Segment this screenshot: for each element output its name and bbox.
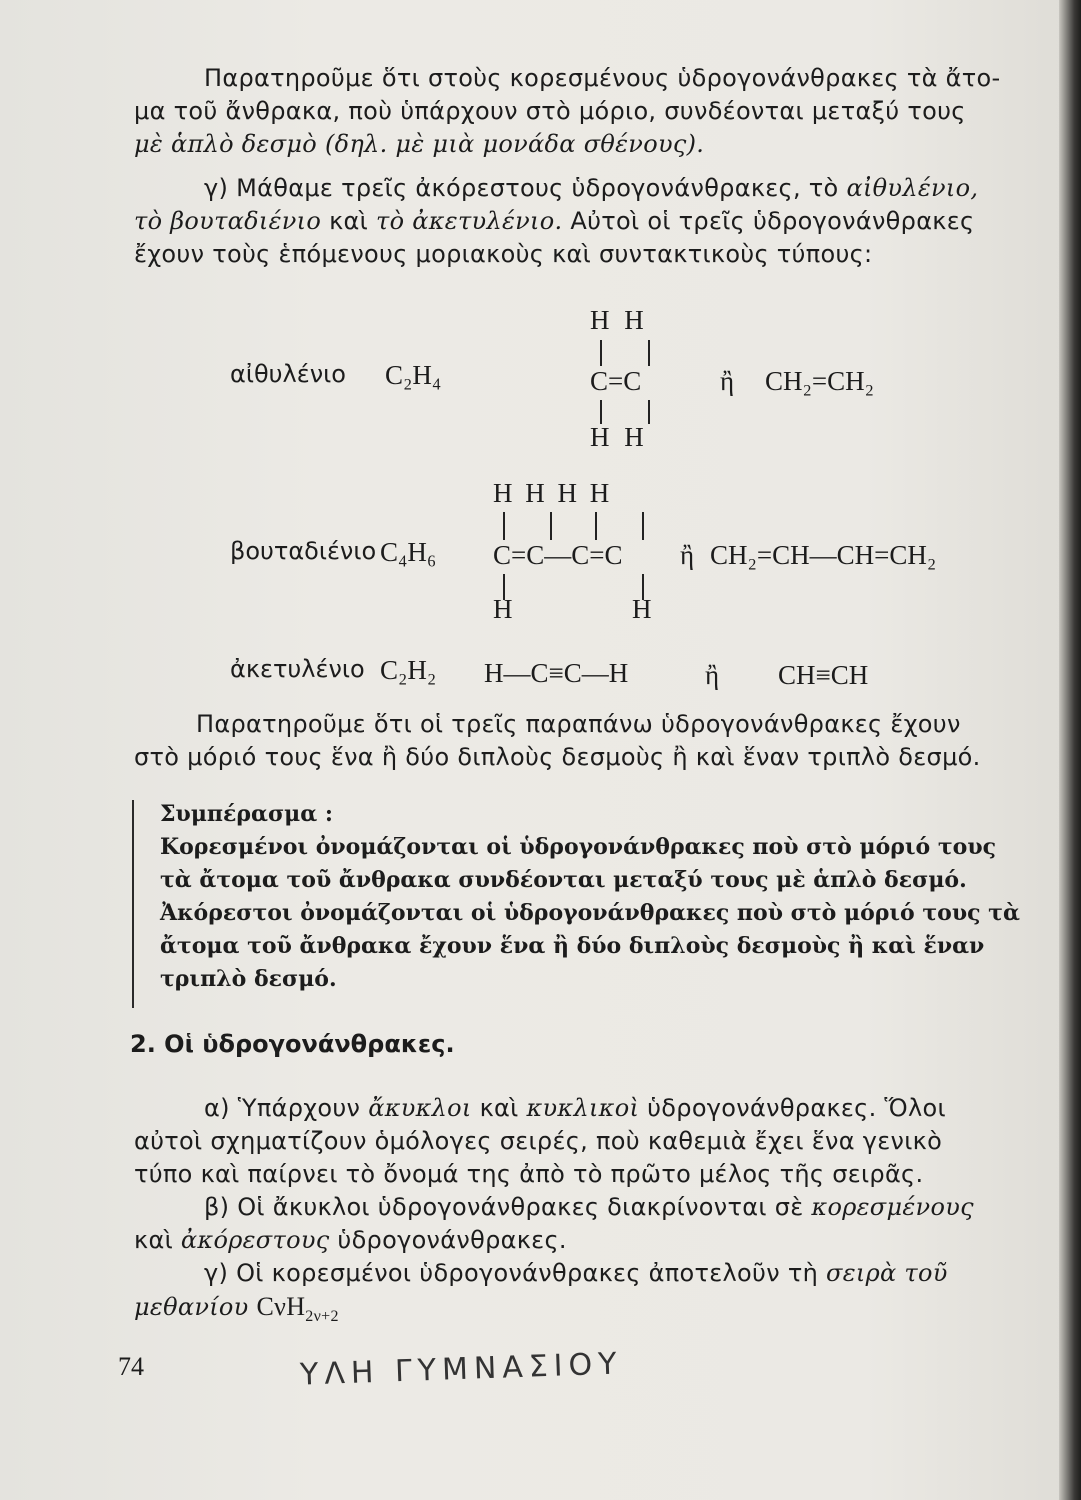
paragraph-observation [134,708,989,774]
text-span: καὶ [321,207,376,235]
bond-line [503,512,505,540]
handwritten-note: ΥΛΗ ΓΥΜΝΑΣΙΟΥ [299,1346,624,1393]
conclusion-title: Συμπέρασμα : [160,801,333,827]
conclusion-line: τριπλὸ δεσμό. [160,966,337,992]
bond-line [648,400,650,424]
text-span: καὶ [471,1094,527,1122]
ethylene-bottom-hydrogens: H H [590,422,648,452]
bond-line [648,340,650,366]
text-span: ὑδρογονάνθρακες. Ὅλοι [639,1094,946,1122]
text-line [134,172,989,205]
page-number: 74 [118,1352,144,1381]
text-span: καὶ [134,1226,181,1254]
italic-term: τὸ ἀκετυλένιο. [376,207,563,235]
bond-line [600,340,602,366]
italic-term: ἄκυκλοι [368,1094,472,1122]
paragraph-unsaturated-intro [134,172,989,271]
text-span: β) Οἱ ἄκυκλοι ὑδρογονάνθρακες διακρίνονται σὲ [204,1193,812,1221]
ethylene-molecular: C₂H₄ [385,360,442,390]
text-line [134,1257,989,1290]
text-line: τύπο καὶ παίρνει τὸ ὄνομά της ἀπὸ τὸ πρῶτο μέλος τῆς σειρᾶς. [134,1160,924,1188]
italic-term: κυκλικοὶ [526,1094,640,1122]
conclusion-line: Ἀκόρεστοι ὀνομάζονται οἱ ὑδρογονάνθρακες ποὺ στὸ μόριό τους τὰ [160,900,1020,926]
paragraph-saturated-bonds [134,62,1001,161]
bond-line [550,512,552,540]
text-span: ὑδρογονάνθρακες. [329,1226,567,1254]
general-formula-subscript: 2ν+2 [305,1307,339,1325]
acetylene-core: H—C≡C—H [484,658,629,688]
ethylene-top-hydrogens: H H [590,305,648,335]
italic-term: τὸ βουταδιένιο [134,207,322,235]
italic-term: αἰθυλένιο, [846,174,979,202]
text-span: α) Ὑπάρχουν [204,1094,369,1122]
butadiene-bottom-left-hydrogen: H [493,594,513,624]
text-line: στὸ μόριό τους ἕνα ἢ δύο διπλοὺς δεσμοὺς ἢ καὶ ἕναν τριπλὸ δεσμό. [134,743,981,771]
text-span: γ) Οἱ κορεσμένοι ὑδρογονάνθρακες ἀποτελοῦν τὴ [204,1259,827,1287]
italic-term: σειρὰ τοῦ [826,1259,948,1287]
butadiene-name: βουταδιένιο [230,537,377,565]
ethylene-core: C=C [590,366,642,396]
or-label: ἢ [705,660,720,690]
section-body [134,1092,989,1333]
bond-line [600,400,602,424]
text-line [134,1191,989,1224]
acetylene-name: ἀκετυλένιο [230,655,365,683]
text-line [134,205,989,238]
butadiene-molecular: C₄H₆ [380,537,437,567]
text-span: Αὐτοὶ οἱ τρεῖς ὑδρογονάνθρακες [562,207,975,235]
acetylene-condensed: CH≡CH [778,660,869,690]
bond-line [595,512,597,540]
conclusion-line: Κορεσμένοι ὀνομάζονται οἱ ὑδρογονάνθρακες ποὺ στὸ μόριό τους [160,834,996,860]
acetylene-molecular: C₂H₂ [380,655,437,685]
ethylene-condensed: CH₂=CH₂ [765,366,875,396]
italic-term: κορεσμένους [811,1193,974,1221]
text-line: ἔχουν τοὺς ἑπόμενους μοριακοὺς καὶ συντακτικοὺς τύπους: [134,240,873,268]
text-line [134,1224,989,1257]
or-label: ἢ [680,540,695,570]
butadiene-core: C=C—C=C [493,540,623,570]
text-line: Παρατηροῦμε ὅτι οἱ τρεῖς παραπάνω ὑδρογονάνθρακες ἔχουν [196,710,961,738]
butadiene-bottom-right-hydrogen: H [632,594,652,624]
conclusion-line: ἄτομα τοῦ ἄνθρακα ἔχουν ἕνα ἢ δύο διπλοὺς δεσμοὺς ἢ καὶ ἕναν [160,933,985,959]
text-line: Παρατηροῦμε ὅτι στοὺς κορεσμένους ὑδρογονάνθρακες τὰ ἄτο- [204,64,1001,92]
conclusion-box [160,798,1020,996]
text-line: μὲ ἁπλὸ δεσμὸ (δηλ. μὲ μιὰ μονάδα σθένους). [134,130,705,158]
page-edge-shadow [1059,0,1081,1500]
section-heading: 2. Οἱ ὑδρογονάνθρακες. [130,1030,455,1058]
ethylene-name: αἰθυλένιο [230,360,346,388]
or-label: ἢ [720,366,735,396]
italic-term: μεθανίου [134,1293,249,1321]
butadiene-top-hydrogens: H H H H [493,478,613,508]
italic-term: ἀκόρεστους [180,1226,330,1254]
text-line [134,1290,989,1333]
general-formula: CνH [256,1292,306,1321]
bond-line [642,512,644,540]
butadiene-condensed: CH₂=CH—CH=CH₂ [710,540,937,570]
conclusion-margin-bar [132,800,134,1008]
text-line: αὐτοὶ σχηματίζουν ὁμόλογες σειρές, ποὺ καθεμιὰ ἔχει ἕνα γενικὸ [134,1127,943,1155]
text-line [134,1092,989,1125]
text-span: γ) Μάθαμε τρεῖς ἀκόρεστους ὑδρογονάνθρακες, τὸ [204,174,847,202]
conclusion-line: τὰ ἄτομα τοῦ ἄνθρακα συνδέονται μεταξύ τους μὲ ἁπλὸ δεσμό. [160,867,967,893]
text-line: μα τοῦ ἄνθρακα, ποὺ ὑπάρχουν στὸ μόριο, συνδέονται μεταξύ τους [134,97,966,125]
